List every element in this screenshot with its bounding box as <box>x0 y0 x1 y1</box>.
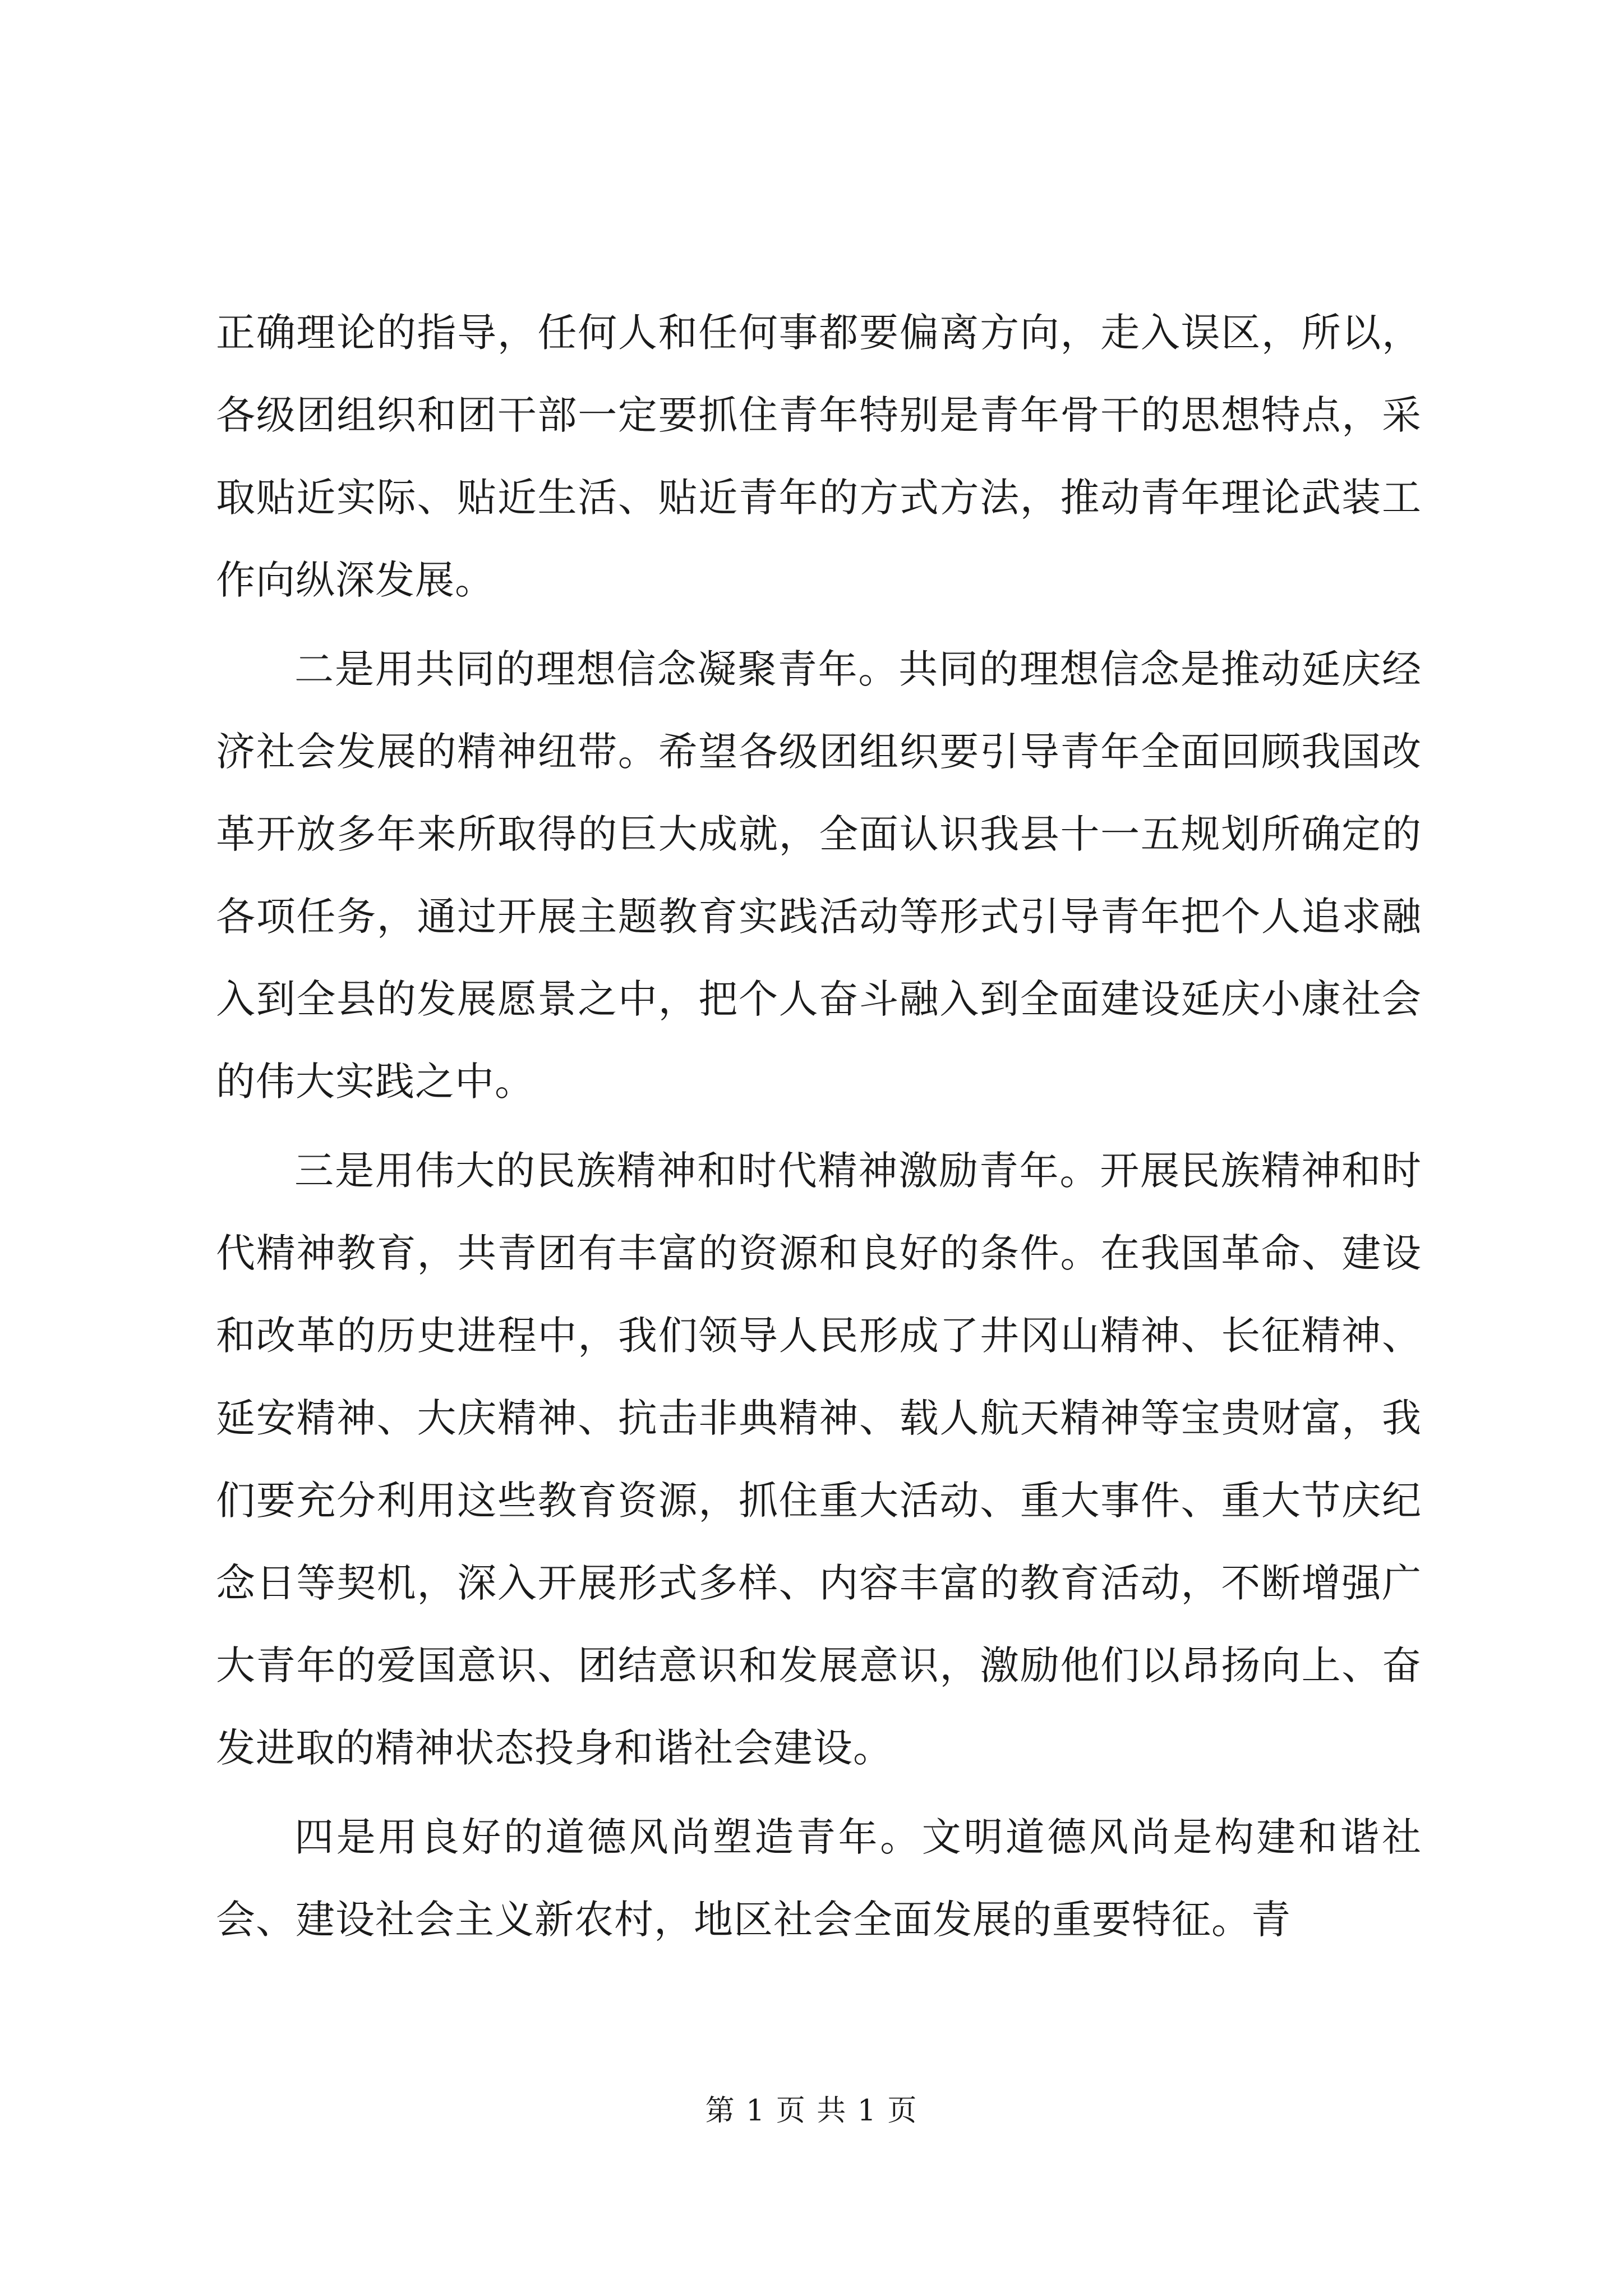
document-body <box>216 292 1422 1968</box>
paragraph-morality: 四是用良好的道德风尚塑造青年。文明道德风尚是构建和谐社会、建设社会主义新农村，地区社会全面发展的重要特征。青 <box>216 1814 1422 1943</box>
paragraph-national-spirit: 三是用伟大的民族精神和时代精神激励青年。开展民族精神和时代精神教育，共青团有丰富的资源和良好的条件。在我国革命、建设和改革的历史进程中，我们领导人民形成了井冈山精神、长征精神、延安精神、大庆精神、抗击非典精神、载人航天精神等宝贵财富，我们要充分利用这些教育资源，抓住重大活动、重大事件、重大节庆纪念日等契机，深入开展形式多样、内容丰富的教育活动，不断增强广大青年的爱国意识、团结意识和发展意识，激励他们以昂扬向上、奋发进取的精神状态投身和谐社会建设。 <box>216 1148 1422 1771</box>
paragraph-ideals: 二是用共同的理想信念凝聚青年。共同的理想信念是推动延庆经济社会发展的精神纽带。希望各级团组织要引导青年全面回顾我国改革开放多年来所取得的巨大成就，全面认识我县十一五规划所确定的各项任务，通过开展主题教育实践活动等形式引导青年把个人追求融入到全县的发展愿景之中，把个人奋斗融入到全面建设延庆小康社会的伟大实践之中。 <box>216 646 1422 1105</box>
page-number-footer: 第 1 页 共 1 页 <box>705 2094 918 2128</box>
paragraph-continuation: 正确理论的指导，任何人和任何事都要偏离方向，走入误区，所以，各级团组织和团干部一定要抓住青年特别是青年骨干的思想特点，采取贴近实际、贴近生活、贴近青年的方式方法，推动青年理论武装工作向纵深发展。 <box>216 310 1422 603</box>
